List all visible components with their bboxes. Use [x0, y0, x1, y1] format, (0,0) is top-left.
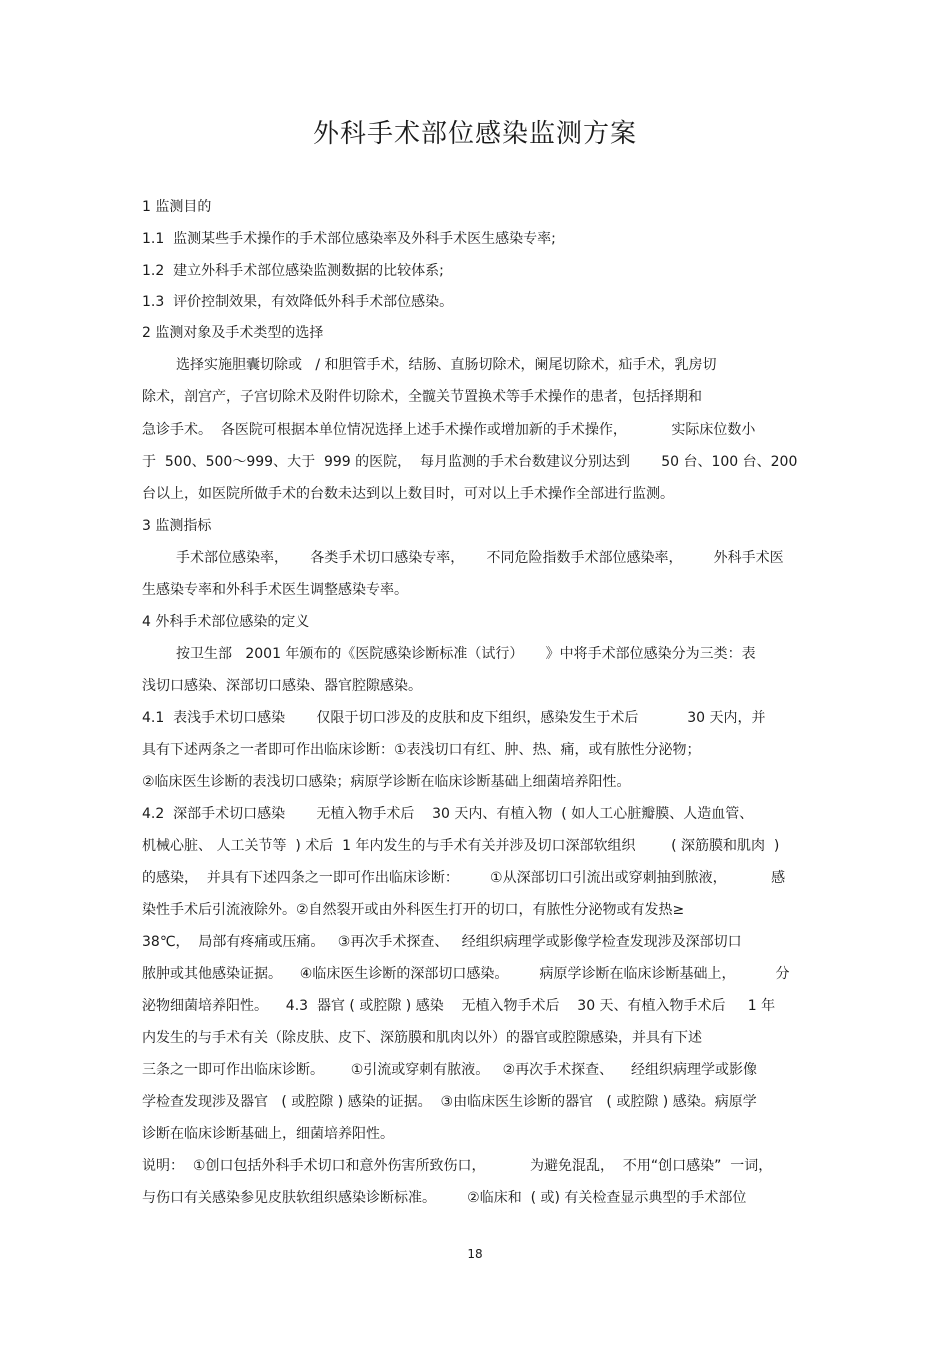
text-line: 台以上，如医院所做手术的台数未达到以上数目时，可对以上手术操作全部进行监测。	[142, 486, 674, 502]
text-line: 具有下述两条之一者即可作出临床诊断：①表浅切口有红、肿、热、痛，或有脓性分泌物；	[142, 742, 701, 758]
text-line: 脓肿或其他感染证据。 ④临床医生诊断的深部切口感染。 病原学诊断在临床诊断基础上， 分	[142, 966, 790, 982]
text-line: 学检查发现涉及器官 ( 或腔隙 ) 感染的证据。 ③由临床医生诊断的器官 ( 或腔隙 ) 感染。病原学	[142, 1094, 757, 1110]
text-line: 除术，剖宫产，子宫切除术及附件切除术，全髋关节置换术等手术操作的患者，包括择期和	[142, 389, 702, 405]
section-heading: 3 监测指标	[142, 518, 212, 534]
text-line: 的感染， 并具有下述四条之一即可作出临床诊断： ①从深部切口引流出或穿刺抽到脓液， 感	[142, 870, 786, 886]
text-line: 于 500、500～999、大于 999 的医院， 每月监测的手术台数建议分别达到 50 台、100 台、200	[142, 454, 798, 470]
text-line: 4.1 表浅手术切口感染 仅限于切口涉及的皮肤和皮下组织，感染发生于术后 30 天内，并	[142, 710, 766, 726]
text-line: 染性手术后引流液除外。②自然裂开或由外科医生打开的切口，有脓性分泌物或有发热≥	[142, 902, 685, 918]
text-line: 手术部位感染率， 各类手术切口感染专率， 不同危险指数手术部位感染率， 外科手术医	[176, 550, 784, 566]
text-line: 三条之一即可作出临床诊断。 ①引流或穿刺有脓液。 ②再次手术探查、 经组织病理学或影像	[142, 1062, 757, 1078]
text-line: 1.2 建立外科手术部位感染监测数据的比较体系;	[142, 263, 444, 279]
text-line: ②临床医生诊断的表浅切口感染；病原学诊断在临床诊断基础上细菌培养阳性。	[142, 774, 631, 790]
text-line: 与伤口有关感染参见皮肤软组织感染诊断标准。 ②临床和 ( 或) 有关检查显示典型的手术部位	[142, 1190, 747, 1206]
text-line: 1.3 评价控制效果，有效降低外科手术部位感染。	[142, 294, 454, 310]
text-line: 浅切口感染、深部切口感染、器官腔隙感染。	[142, 678, 422, 694]
text-line: 说明： ①创口包括外科手术切口和意外伤害所致伤口， 为避免混乱， 不用“创口感染” 一词，	[142, 1158, 773, 1174]
text-line: 选择实施胆囊切除或 / 和胆管手术，结肠、直肠切除术，阑尾切除术，疝手术，乳房切	[176, 357, 717, 373]
text-line: 38℃， 局部有疼痛或压痛。 ③再次手术探查、 经组织病理学或影像学检查发现涉及深部切口	[142, 934, 742, 950]
text-line: 内发生的与手术有关（除皮肤、皮下、深筋膜和肌肉以外）的器官或腔隙感染，并具有下述	[142, 1030, 702, 1046]
text-line: 诊断在临床诊断基础上，细菌培养阳性。	[142, 1126, 394, 1142]
text-line: 机械心脏、 人工关节等 ) 术后 1 年内发生的与手术有关并涉及切口深部软组织 ( 深筋膜和肌肉 )	[142, 838, 780, 854]
text-line: 急诊手术。 各医院可根据本单位情况选择上述手术操作或增加新的手术操作， 实际床位数小	[142, 422, 756, 438]
text-line: 1.1 监测某些手术操作的手术部位感染率及外科手术医生感染专率;	[142, 231, 556, 247]
document-title: 外科手术部位感染监测方案	[312, 119, 637, 149]
section-heading: 1 监测目的	[142, 199, 212, 215]
text-line: 4.2 深部手术切口感染 无植入物手术后 30 天内、有植入物 ( 如人工心脏瓣膜、人造血管、	[142, 806, 754, 822]
text-line: 按卫生部 2001 年颁布的《医院感染诊断标准（试行） 》中将手术部位感染分为三类：表	[176, 646, 756, 662]
text-line: 生感染专率和外科手术医生调整感染专率。	[142, 582, 408, 598]
text-line: 泌物细菌培养阳性。 4.3 器官 ( 或腔隙 ) 感染 无植入物手术后 30 天、有植入物手术后 1 年	[142, 998, 776, 1014]
section-heading: 4 外科手术部位感染的定义	[142, 614, 310, 630]
section-heading: 2 监测对象及手术类型的选择	[142, 325, 324, 341]
page-number: 18	[467, 1247, 483, 1261]
